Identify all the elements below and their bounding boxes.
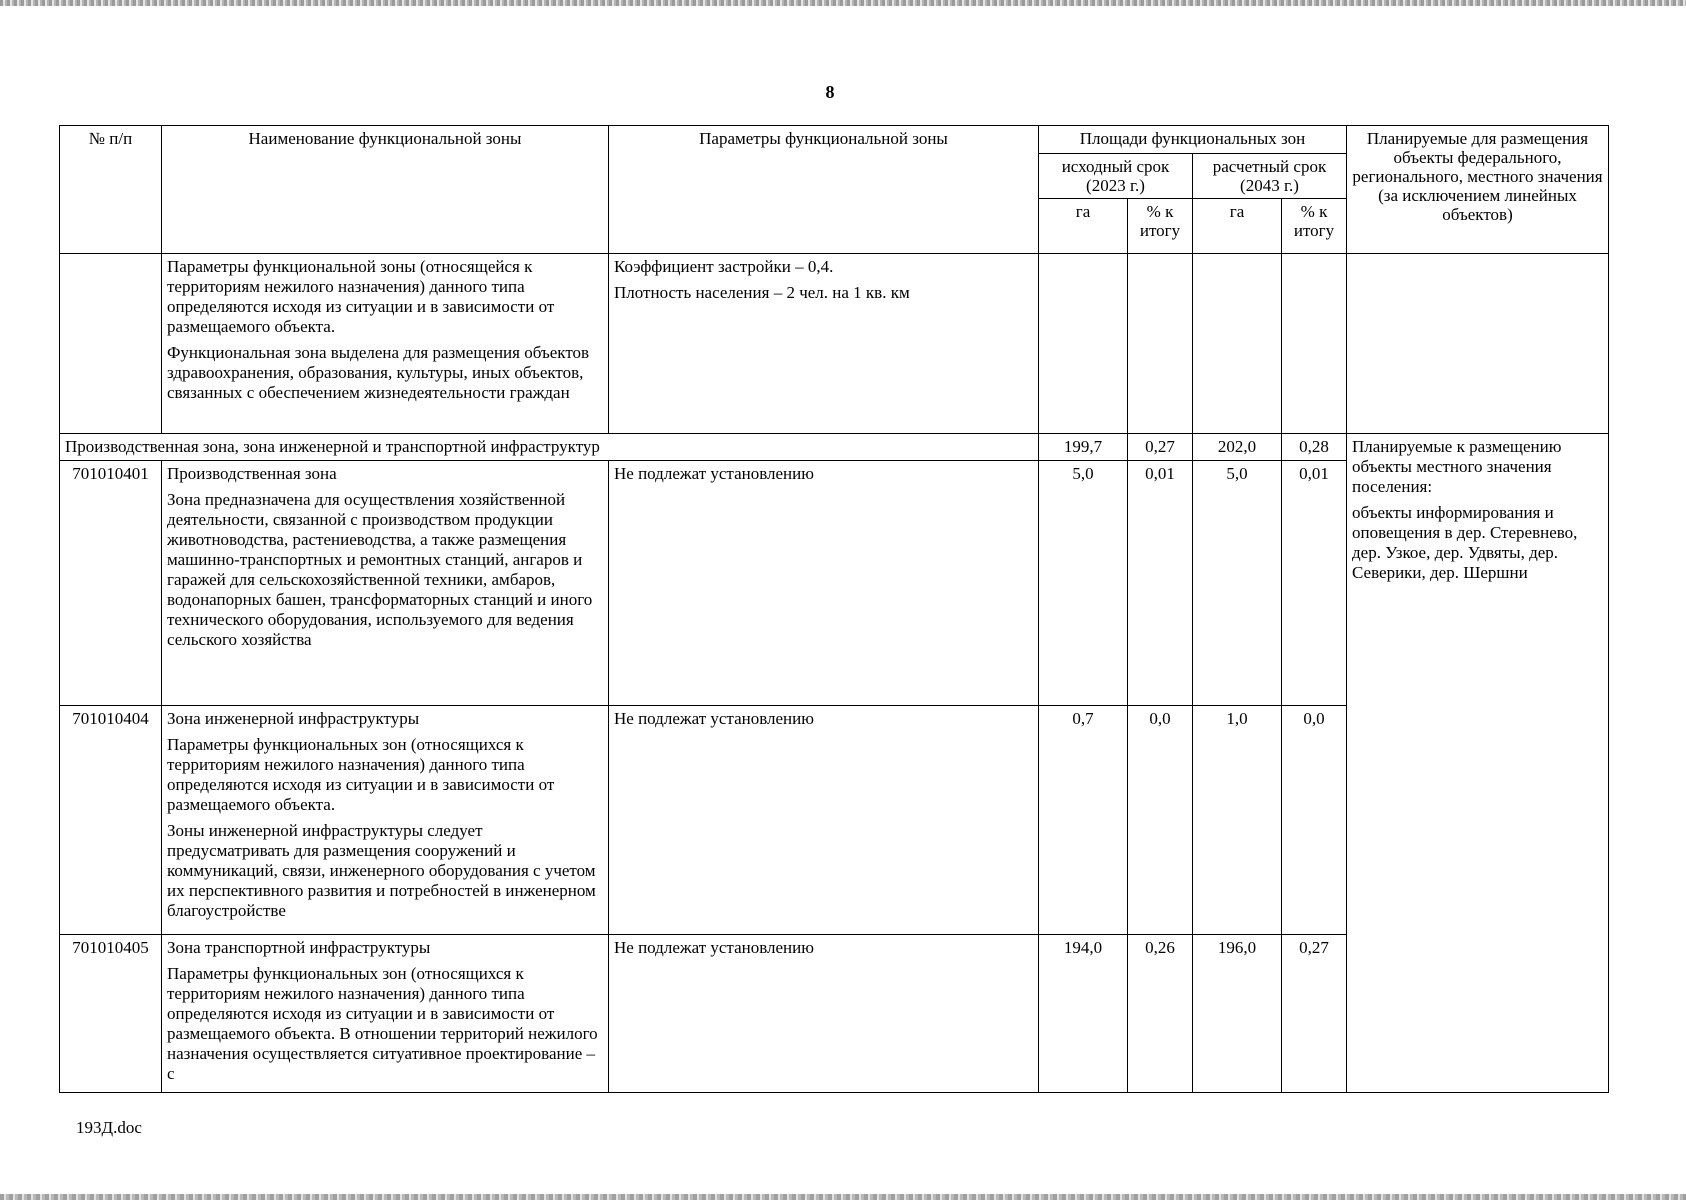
row-est-pct: 0,27 [1282,934,1347,1092]
header-name: Наименование функциональной зоны [162,126,609,254]
header-areas: Площади функциональных зон [1039,126,1347,154]
group-planned-paragraph-2: объекты информирования и оповещения в дер. Стеревнево, дер. Узкое, дер. Удвяты, дер. Северики, дер. Шершни [1352,503,1578,583]
row-name-cell [162,461,609,706]
group-init-ha: 199,7 [1039,434,1128,461]
cont-init-pct [1128,254,1193,434]
table-row-group [60,434,1609,461]
row-params: Не подлежат установлению [609,706,1039,935]
document-footer: 193Д.doc [76,1118,142,1137]
group-init-pct: 0,27 [1128,434,1193,461]
cont-params-paragraph-1: Коэффициент застройки – 0,4. [614,257,834,276]
header-planned: Планируемые для размещения объекты федерального, регионального, местного значения (за исключением линейных объектов) [1347,126,1609,254]
header-estimated-term: расчетный срок (2043 г.) [1193,154,1347,199]
row-description-1: Параметры функциональных зон (относящихся к территориям нежилого назначения) данного типа определяются исходя из ситуации и в зависимости от размещаемого объекта. [167,735,555,815]
row-est-ha: 5,0 [1193,461,1282,706]
header-params: Параметры функциональной зоны [609,126,1039,254]
row-title: Зона транспортной инфраструктуры [167,937,431,957]
cont-code-cell [60,254,162,434]
row-name-cell [162,706,609,935]
row-init-pct: 0,01 [1128,461,1193,706]
cont-est-ha [1193,254,1282,434]
cont-name-cell [162,254,609,434]
group-title: Производственная зона, зона инженерной и транспортной инфраструктур [60,434,1039,461]
row-init-ha: 5,0 [1039,461,1128,706]
row-est-ha: 196,0 [1193,934,1282,1092]
row-est-ha: 1,0 [1193,706,1282,935]
row-code: 701010404 [60,706,162,935]
header-estimated-ha: га [1193,199,1282,254]
header-estimated-pct: % к итогу [1282,199,1347,254]
functional-zones-table [59,125,1609,1093]
row-est-pct: 0,01 [1282,461,1347,706]
row-title: Производственная зона [167,464,337,484]
row-description-2: Зоны инженерной инфраструктуры следует предусматривать для размещения сооружений и коммуникаций, связи, инженерного оборудования с учетом их перспективного развития и потребностей в инженерном благоустройстве [167,821,596,921]
page-number: 8 [825,82,835,102]
cont-planned-cell [1347,254,1609,434]
cont-params-paragraph-2: Плотность населения – 2 чел. на 1 кв. км [614,283,910,302]
group-est-ha: 202,0 [1193,434,1282,461]
cont-name-paragraph-1: Параметры функциональной зоны (относящейся к территориям нежилого назначения) данного типа определяются исходя из ситуации и в зависимости от размещаемого объекта. [167,257,555,336]
cont-params-cell [609,254,1039,434]
group-est-pct: 0,28 [1282,434,1347,461]
header-num: № п/п [60,126,162,254]
group-planned-paragraph-1: Планируемые к размещению объекты местного значения поселения: [1352,437,1562,497]
row-title: Зона инженерной инфраструктуры [167,709,420,729]
cont-name-paragraph-2: Функциональная зона выделена для размещения объектов здравоохранения, образования, культуры, иных объектов, связанных с обеспечением жизнедеятельности граждан [167,343,590,402]
row-init-ha: 194,0 [1039,934,1128,1092]
row-description: Параметры функциональных зон (относящихся к территориям нежилого назначения) данного типа определяются исходя из ситуации и в зависимости от размещаемого объекта. В отношении территорий нежилого назначения осуществляется ситуативное проектирование – с [167,963,598,1083]
row-description: Зона предназначена для осуществления хозяйственной деятельности, связанной с производством продукции животноводства, растениеводства, а также размещения машинно-транспортных и ремонтных станций, ангаров и гаражей для сельскохозяйственной техники, амбаров, водонапорных башен, трансформаторных станций и иного технического оборудования, используемого для ведения сельского хозяйства [167,490,593,650]
scan-edge-top [0,0,1686,6]
header-initial-pct: % к итогу [1128,199,1193,254]
row-init-ha: 0,7 [1039,706,1128,935]
header-initial-ha: га [1039,199,1128,254]
row-init-pct: 0,26 [1128,934,1193,1092]
table-row-continuation [60,254,1609,434]
row-code: 701010405 [60,934,162,1092]
row-params: Не подлежат установлению [609,934,1039,1092]
scan-edge-bottom [0,1194,1686,1200]
row-params: Не подлежат установлению [609,461,1039,706]
header-initial-term: исходный срок (2023 г.) [1039,154,1193,199]
row-name-cell [162,934,609,1092]
cont-est-pct [1282,254,1347,434]
cont-init-ha [1039,254,1128,434]
row-init-pct: 0,0 [1128,706,1193,935]
group-planned-cell [1347,434,1609,1093]
row-code: 701010401 [60,461,162,706]
row-est-pct: 0,0 [1282,706,1347,935]
